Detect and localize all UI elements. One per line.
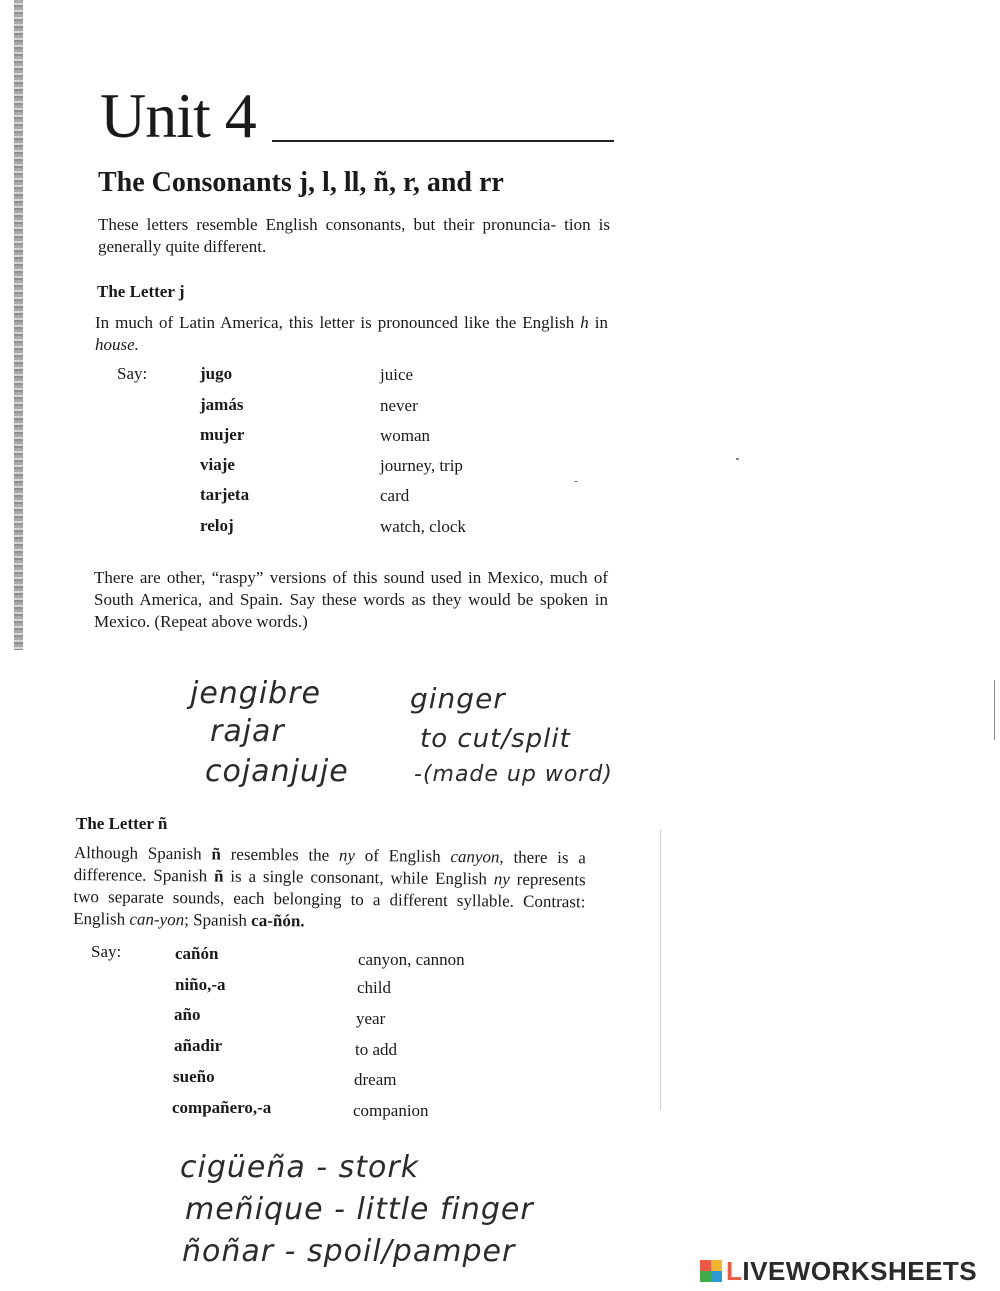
section-heading: The Consonants j, l, ll, ñ, r, and rr: [98, 167, 504, 198]
vocab-meaning: companion: [353, 1101, 429, 1120]
vocab-word: añadir: [174, 1036, 223, 1055]
desc-text: in: [588, 313, 608, 332]
desc-canyon: canyon,: [450, 846, 504, 867]
liveworksheets-brand: [726, 1256, 977, 1287]
scan-dot: [574, 481, 578, 482]
vocab-word: cañón: [175, 944, 219, 963]
scan-dot: [736, 458, 739, 460]
desc-text: resembles the: [220, 844, 340, 865]
desc-text: In much of Latin America, this letter is pronounced like the English: [95, 313, 581, 332]
handwritten-word: jengibre: [190, 676, 322, 711]
vocab-word: año: [174, 1005, 201, 1024]
desc-text: is a single consonant, while English: [223, 866, 494, 889]
letter-j-description: [95, 312, 608, 356]
desc-can-yon: can-yon: [129, 909, 185, 930]
handwritten-word: cojanjuje: [205, 754, 349, 789]
vocab-meaning: child: [357, 978, 391, 997]
desc-text: of English: [354, 845, 451, 866]
vocab-word: reloj: [200, 516, 234, 535]
handwritten-line: meñique - little finger: [185, 1192, 534, 1227]
handwritten-meaning: to cut/split: [420, 724, 571, 754]
unit-title: Unit 4: [100, 80, 256, 151]
vocab-meaning: never: [380, 396, 418, 415]
desc-n: ñ: [211, 844, 222, 864]
handwritten-word: rajar: [210, 714, 285, 749]
vocab-meaning: to add: [355, 1040, 398, 1059]
scan-edge: [14, 0, 23, 650]
letter-j-title: The Letter j: [97, 282, 185, 301]
vocab-meaning: watch, clock: [380, 517, 466, 536]
letter-n-title: The Letter ñ: [76, 814, 168, 833]
desc-house: house.: [95, 335, 139, 354]
vocab-word: viaje: [200, 455, 235, 474]
desc-text: Although Spanish: [73, 842, 212, 864]
unit-title-underline: [272, 140, 614, 142]
vocab-word: tarjeta: [200, 485, 250, 504]
say-label: Say:: [91, 942, 122, 961]
desc-n: ñ: [213, 866, 224, 886]
vocab-word: niño,-a: [175, 975, 226, 994]
desc-text: represents two separate sounds, each belonging to a different syllable. Contrast: English: [73, 869, 586, 929]
say-label: Say:: [117, 364, 148, 383]
handwritten-line: ñoñar - spoil/pamper: [182, 1234, 516, 1269]
brand-rest: IVEWORKSHEETS: [742, 1255, 978, 1286]
vocab-meaning: journey, trip: [380, 456, 463, 475]
desc-text: there is a difference. Spanish: [73, 847, 586, 886]
vocab-word: compañero,-a: [172, 1098, 272, 1117]
vocab-meaning: canyon, cannon: [358, 950, 465, 969]
handwritten-meaning: ginger: [410, 682, 506, 715]
vocab-word: mujer: [200, 425, 245, 444]
letter-n-description: [73, 842, 586, 935]
desc-ny: ny: [338, 845, 356, 865]
intro-paragraph: These letters resemble English consonants, but their pronuncia- tion is generally quite different.: [98, 215, 610, 256]
letter-j-note: There are other, “raspy” versions of this sound used in Mexico, much of South America, and Spain. Say these words as they would be spoken in Mexico. (Repeat above words.): [94, 568, 608, 631]
vocab-meaning: juice: [380, 365, 414, 384]
handwritten-meaning: -(made up word): [414, 762, 613, 787]
liveworksheets-footer: [700, 1255, 977, 1287]
vocab-meaning: year: [356, 1009, 386, 1028]
vocab-meaning: dream: [354, 1070, 397, 1089]
liveworksheets-logo-icon: [700, 1260, 722, 1282]
desc-ca-non: ca-ñón.: [251, 910, 305, 931]
vocab-word: sueño: [173, 1067, 215, 1086]
vocab-word: jugo: [200, 364, 233, 383]
vocab-meaning: card: [380, 486, 410, 505]
scan-dot: [660, 830, 661, 1110]
vocab-word: jamás: [200, 395, 244, 414]
handwritten-line: cigüeña - stork: [180, 1150, 420, 1185]
desc-h: h: [580, 313, 589, 332]
desc-ny: ny: [493, 869, 510, 889]
vocab-meaning: woman: [380, 426, 431, 445]
brand-first-letter: L: [726, 1255, 743, 1286]
desc-text: ; Spanish: [184, 910, 252, 930]
scan-dot: [994, 680, 995, 740]
